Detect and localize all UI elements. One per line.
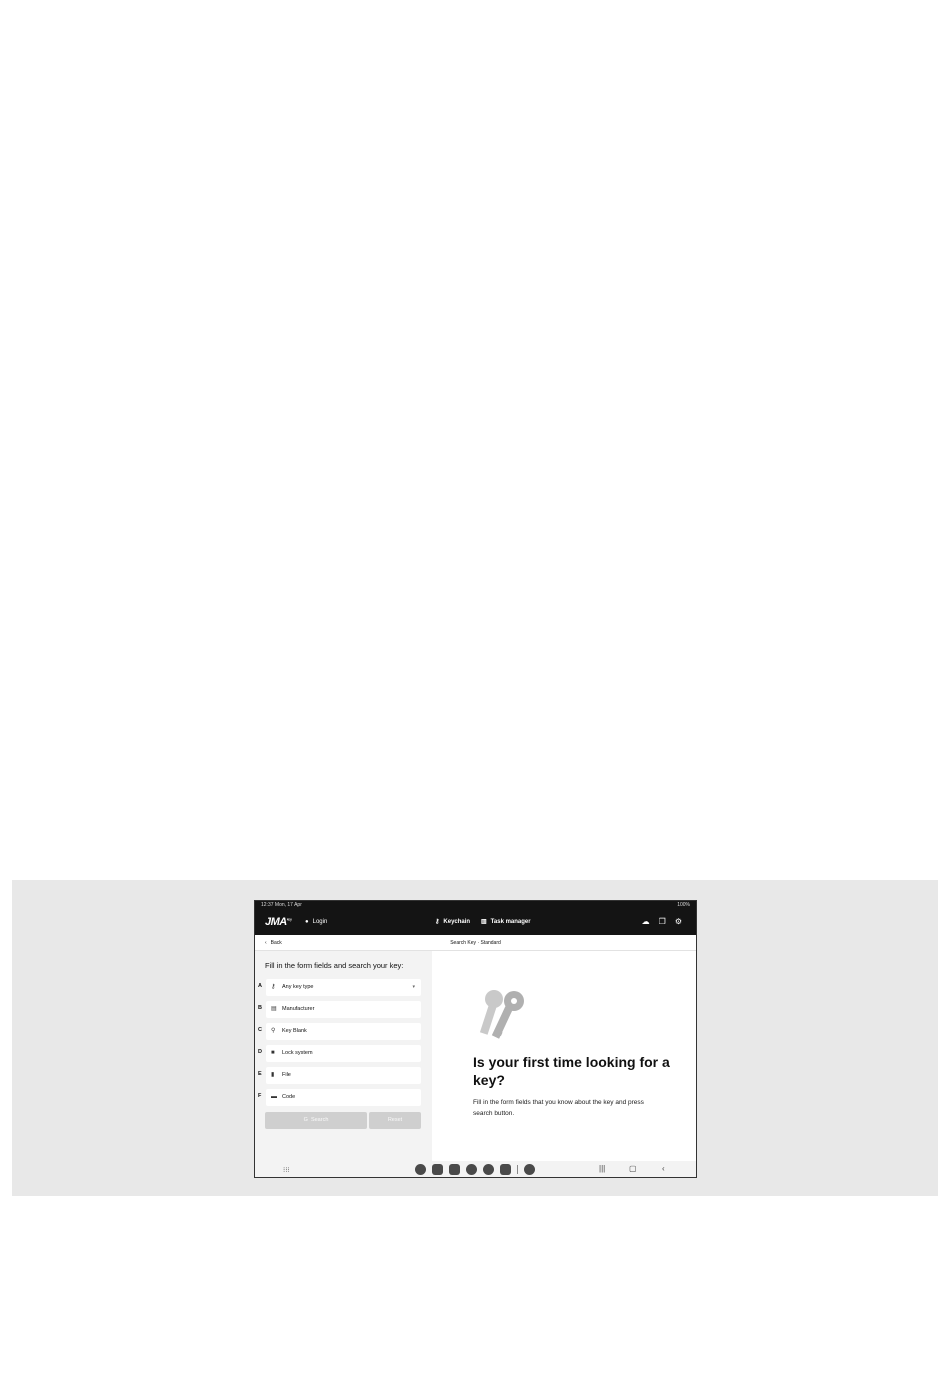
page-title: Search Key · Standard	[450, 940, 501, 946]
jma-app-icon[interactable]	[524, 1164, 535, 1175]
files-app-icon[interactable]	[432, 1164, 443, 1175]
intro-heading: Is your first time looking for a key?	[473, 1054, 670, 1088]
tablet-screen	[254, 900, 697, 1178]
search-form-panel	[255, 951, 432, 1161]
messages-app-icon[interactable]	[466, 1164, 477, 1175]
key-icon: ⚷	[435, 919, 440, 925]
search-icon: G	[303, 1117, 308, 1123]
header-actions	[642, 917, 682, 926]
key-blank-field[interactable]	[266, 1023, 421, 1040]
app-drawer-icon[interactable]: ⁝⁝⁝	[283, 1167, 290, 1174]
intro-description: Fill in the form fields that you know about the key and press search button.	[473, 1099, 644, 1117]
app-dock	[415, 1164, 535, 1175]
intro-panel	[432, 951, 697, 1161]
row-letter: C	[258, 1027, 262, 1033]
task-manager-button[interactable]	[481, 918, 531, 926]
recent-apps-icon[interactable]: |||	[599, 1164, 606, 1173]
form-row-key-blank	[255, 1023, 432, 1040]
gear-icon[interactable]: ⚙	[674, 917, 682, 926]
search-button[interactable]	[265, 1112, 367, 1129]
row-letter: D	[258, 1049, 262, 1055]
manufacturer-field[interactable]	[266, 1001, 421, 1018]
search-label: Search	[310, 1117, 329, 1123]
row-letter: B	[258, 1005, 262, 1011]
battery-status: 100%	[677, 902, 690, 908]
code-placeholder: Code	[282, 1094, 296, 1100]
contacts-app-icon[interactable]	[483, 1164, 494, 1175]
code-field[interactable]	[266, 1089, 421, 1106]
user-icon: ●	[305, 919, 309, 925]
code-icon: ▬	[271, 1094, 277, 1100]
android-nav-bar	[255, 1161, 696, 1178]
manufacturer-placeholder: Manufacturer	[282, 1006, 315, 1012]
login-button[interactable]	[305, 918, 327, 926]
sub-header	[255, 935, 696, 951]
reset-button[interactable]: Reset	[369, 1112, 421, 1129]
row-letter: F	[258, 1093, 262, 1099]
file-field[interactable]	[266, 1067, 421, 1084]
key-type-value: Any key type	[282, 984, 314, 990]
form-row-file	[255, 1067, 432, 1084]
keychain-label: Keychain	[443, 919, 471, 925]
key-type-select[interactable]	[266, 979, 421, 996]
key-blank-icon: ⚲	[271, 1028, 276, 1034]
status-bar	[255, 901, 696, 909]
row-letter: A	[258, 983, 262, 989]
camera-app-icon[interactable]	[500, 1164, 511, 1175]
app-header	[255, 909, 696, 935]
form-row-key-type	[255, 979, 432, 996]
keys-illustration-icon	[472, 987, 532, 1047]
status-time: 12:37 Mon, 17 Apr	[261, 902, 302, 908]
file-icon: ▮	[271, 1072, 275, 1078]
tasks-icon: ▥	[481, 919, 487, 925]
lock-icon: ■	[271, 1050, 275, 1056]
browser-app-icon[interactable]	[415, 1164, 426, 1175]
dock-divider	[517, 1165, 518, 1174]
keychain-button[interactable]	[435, 918, 470, 926]
form-title: Fill in the form fields and search your key:	[265, 961, 404, 970]
back-nav-icon[interactable]: ‹	[662, 1164, 665, 1173]
back-label: Back	[270, 940, 282, 946]
login-label: Login	[312, 919, 328, 925]
task-manager-label: Task manager	[490, 919, 531, 925]
chevron-left-icon: ‹	[265, 940, 267, 946]
lock-system-placeholder: Lock system	[282, 1050, 313, 1056]
calendar-app-icon[interactable]	[449, 1164, 460, 1175]
form-row-code	[255, 1089, 432, 1106]
key-type-icon: ⚷	[271, 984, 276, 990]
cloud-icon[interactable]: ☁	[641, 917, 650, 926]
file-placeholder: File	[282, 1072, 291, 1078]
key-blank-placeholder: Key Blank	[282, 1028, 307, 1034]
chevron-down-icon: ▾	[412, 984, 415, 990]
lock-system-field[interactable]	[266, 1045, 421, 1062]
copy-icon[interactable]: ❐	[658, 917, 666, 926]
row-letter: E	[258, 1071, 262, 1077]
form-row-lock-system	[255, 1045, 432, 1062]
factory-icon: ▤	[271, 1006, 277, 1012]
home-icon[interactable]: ▢	[629, 1164, 637, 1173]
form-row-manufacturer	[255, 1001, 432, 1018]
jma-logo[interactable]: $JMA^{key}$	[265, 916, 292, 928]
